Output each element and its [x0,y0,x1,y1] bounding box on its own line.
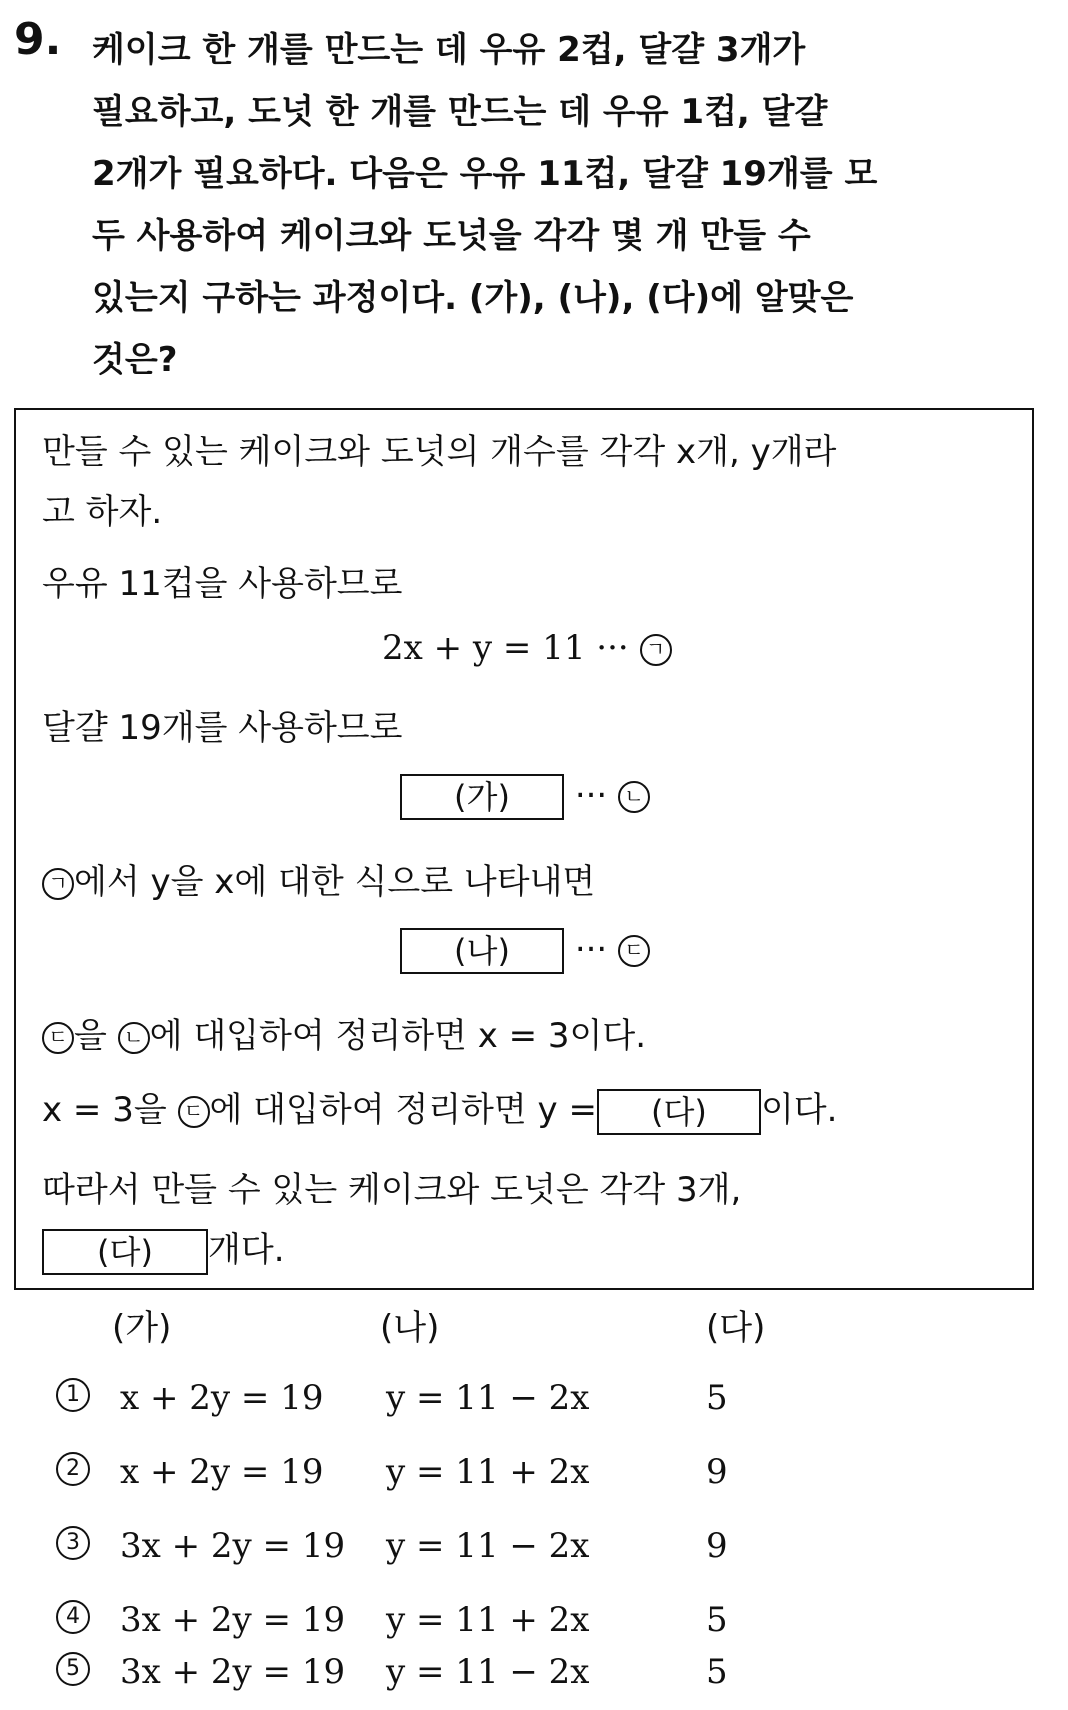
question-line-4: 두 사용하여 케이크와 도넛을 각각 몇 개 만들 수 [92,216,811,256]
box-line-7-pre: x = 3을 [42,1090,167,1130]
circle-mark-ref-3b: ㄷ [178,1096,210,1128]
option-b: y = 11 − 2x [386,1378,590,1418]
box-line-6-text: 에 대입하여 정리하면 x = 3이다. [149,1016,647,1056]
solution-box [14,408,1034,1290]
option-b: y = 11 − 2x [386,1526,590,1566]
blank-da-1[interactable]: (다) [597,1089,761,1135]
box-line-6-pre: 을 [74,1016,107,1056]
option-a: 3x + 2y = 19 [120,1652,346,1692]
circle-mark-ref-3: ㄷ [42,1022,74,1054]
option-c: 9 [706,1452,728,1492]
option-number: 5 [56,1652,90,1686]
question-line-6: 것은? [92,340,178,380]
dots-3: ··· [574,929,608,970]
equation-3 [400,928,650,974]
circle-mark-1: ㄱ [640,634,672,666]
box-line-4: 달걀 19개를 사용하므로 [42,708,403,748]
option-number: 4 [56,1600,90,1634]
box-line-9-post: 개다. [208,1230,285,1270]
option-number: 2 [56,1452,90,1486]
box-line-7-mid: 에 대입하여 정리하면 y = [209,1090,597,1130]
box-line-7-post: 이다. [760,1090,838,1130]
box-line-5-text: 에서 y을 x에 대한 식으로 나타내면 [74,862,596,902]
blank-da-2[interactable]: (다) [42,1229,208,1275]
question-line-3: 2개가 필요하다. 다음은 우유 11컵, 달걀 19개를 모 [92,154,878,194]
circle-mark-3: ㄷ [618,935,650,967]
option-a: x + 2y = 19 [120,1378,324,1418]
option-c: 9 [706,1526,728,1566]
option-a: 3x + 2y = 19 [120,1526,346,1566]
option-a: 3x + 2y = 19 [120,1600,346,1640]
blank-ga[interactable]: (가) [400,774,564,820]
blank-na[interactable]: (나) [400,928,564,974]
option-a: x + 2y = 19 [120,1452,324,1492]
option-b: y = 11 + 2x [386,1452,590,1492]
box-line-2: 고 하자. [42,492,163,532]
box-line-5 [42,854,595,903]
box-line-9 [42,1222,285,1275]
circle-mark-2: ㄴ [618,781,650,813]
question-number: 9. [14,14,62,65]
question-line-5: 있는지 구하는 과정이다. (가), (나), (다)에 알맞은 [92,278,854,318]
header-na: (나) [380,1308,440,1348]
option-c: 5 [706,1600,728,1640]
box-line-3: 우유 11컵을 사용하므로 [42,564,403,604]
equation-1 [382,628,672,668]
option-b: y = 11 + 2x [386,1600,590,1640]
equation-1-text: 2x + y = 11 ··· [382,628,629,668]
circle-mark-ref-2: ㄴ [118,1022,150,1054]
header-da: (다) [706,1308,766,1348]
box-line-7 [42,1082,837,1135]
option-number: 1 [56,1378,90,1412]
box-line-6 [42,1008,646,1057]
equation-2 [400,774,650,820]
box-line-1: 만들 수 있는 케이크와 도넛의 개수를 각각 x개, y개라 [42,432,837,472]
option-number: 3 [56,1526,90,1560]
circle-mark-ref-1: ㄱ [42,868,74,900]
option-c: 5 [706,1652,728,1692]
option-b: y = 11 − 2x [386,1652,590,1692]
header-ga: (가) [112,1308,172,1348]
question-line-2: 필요하고, 도넛 한 개를 만드는 데 우유 1컵, 달걀 [92,92,828,132]
dots-2: ··· [574,775,608,816]
box-line-8: 따라서 만들 수 있는 케이크와 도넛은 각각 3개, [42,1170,742,1210]
option-c: 5 [706,1378,728,1418]
question-line-1: 케이크 한 개를 만드는 데 우유 2컵, 달걀 3개가 [92,30,806,70]
